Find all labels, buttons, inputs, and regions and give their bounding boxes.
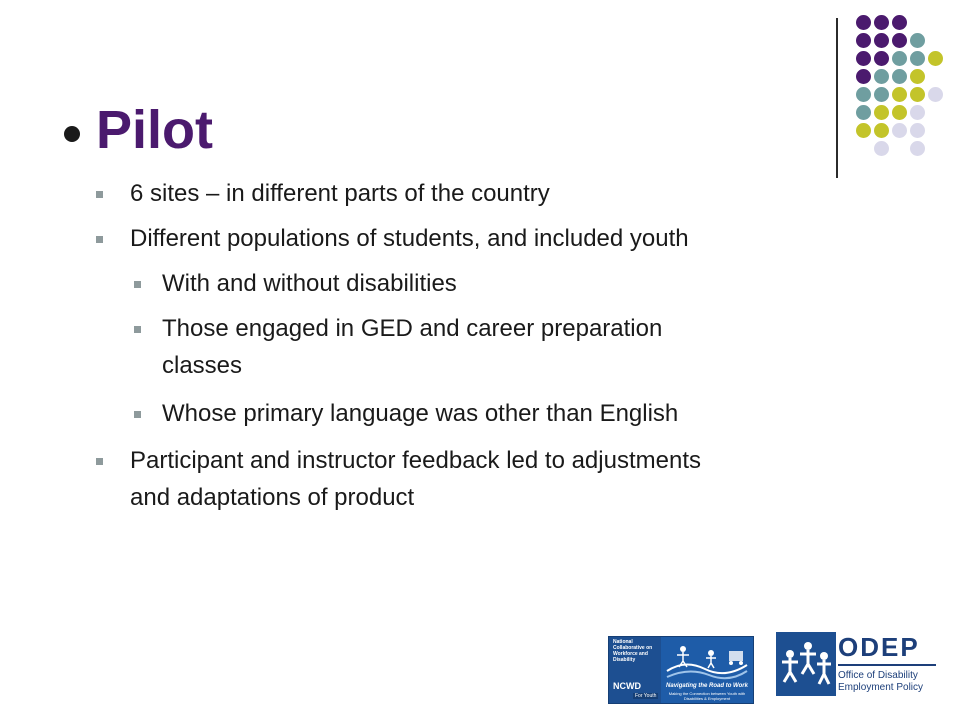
decor-dot — [874, 15, 889, 30]
divider-line — [836, 18, 838, 178]
people-icon — [776, 632, 836, 696]
decor-dot — [892, 51, 907, 66]
decor-dot — [892, 33, 907, 48]
decor-dot — [892, 69, 907, 84]
odep-line1: Office of Disability — [838, 670, 918, 681]
ncwd-logo — [608, 636, 754, 704]
square-bullet-icon — [134, 411, 141, 418]
odep-logo — [776, 632, 940, 704]
decor-dot — [910, 51, 925, 66]
decor-dot — [874, 51, 889, 66]
decor-dot — [928, 51, 943, 66]
bullet-item: 6 sites – in different parts of the country — [130, 180, 550, 207]
decor-dot — [874, 105, 889, 120]
decor-dot — [910, 105, 925, 120]
decor-dot — [874, 33, 889, 48]
decor-dot — [874, 141, 889, 156]
odep-fullname — [838, 670, 923, 694]
decor-dot — [874, 87, 889, 102]
bullet-continuation: and adaptations of product — [130, 484, 415, 511]
ncwd-name: NCWD — [613, 681, 641, 691]
decor-dot — [910, 87, 925, 102]
ncwd-logo-panel — [609, 637, 661, 703]
square-bullet-icon — [96, 458, 103, 465]
title-bullet-icon — [64, 126, 80, 142]
decor-dot — [892, 105, 907, 120]
decor-dot — [874, 69, 889, 84]
decor-dot — [892, 87, 907, 102]
ncwd-org-text: National Collaborative on Workforce and Disability — [613, 639, 653, 663]
odep-line2: Employment Policy — [838, 682, 924, 693]
sub-bullet-item: With and without disabilities — [162, 270, 457, 297]
decor-dot — [856, 51, 871, 66]
road-figures-icon — [665, 641, 749, 681]
decor-dot — [856, 15, 871, 30]
decor-dot — [928, 87, 943, 102]
decor-dot — [910, 141, 925, 156]
decor-dot — [892, 15, 907, 30]
decor-dot — [856, 33, 871, 48]
square-bullet-icon — [134, 281, 141, 288]
odep-rule — [838, 664, 936, 666]
decor-dot — [856, 123, 871, 138]
ncwd-subtitle: Making the Connection between Youth with Disabilities & Employment — [668, 691, 746, 701]
decor-dot — [910, 33, 925, 48]
decor-dot — [856, 69, 871, 84]
square-bullet-icon — [96, 236, 103, 243]
sub-bullet-continuation: classes — [162, 352, 243, 379]
sub-bullet-item: Those engaged in GED and career preparation — [162, 315, 663, 342]
decor-dot — [856, 105, 871, 120]
sub-bullet-item: Whose primary language was other than English — [162, 400, 679, 427]
decor-dot — [910, 69, 925, 84]
decor-dot — [856, 87, 871, 102]
bullet-item: Different populations of students, and included youth — [130, 225, 689, 252]
square-bullet-icon — [96, 191, 103, 198]
square-bullet-icon — [134, 326, 141, 333]
ncwd-youth-label: For Youth — [635, 693, 657, 699]
odep-name: ODEP — [838, 632, 920, 662]
decor-dot — [892, 123, 907, 138]
ncwd-tagline: Navigating the Road to Work — [666, 683, 748, 689]
decor-dot — [910, 123, 925, 138]
decor-dot — [874, 123, 889, 138]
slide-title: Pilot — [96, 100, 213, 160]
bullet-item: Participant and instructor feedback led to adjustments — [130, 447, 701, 474]
